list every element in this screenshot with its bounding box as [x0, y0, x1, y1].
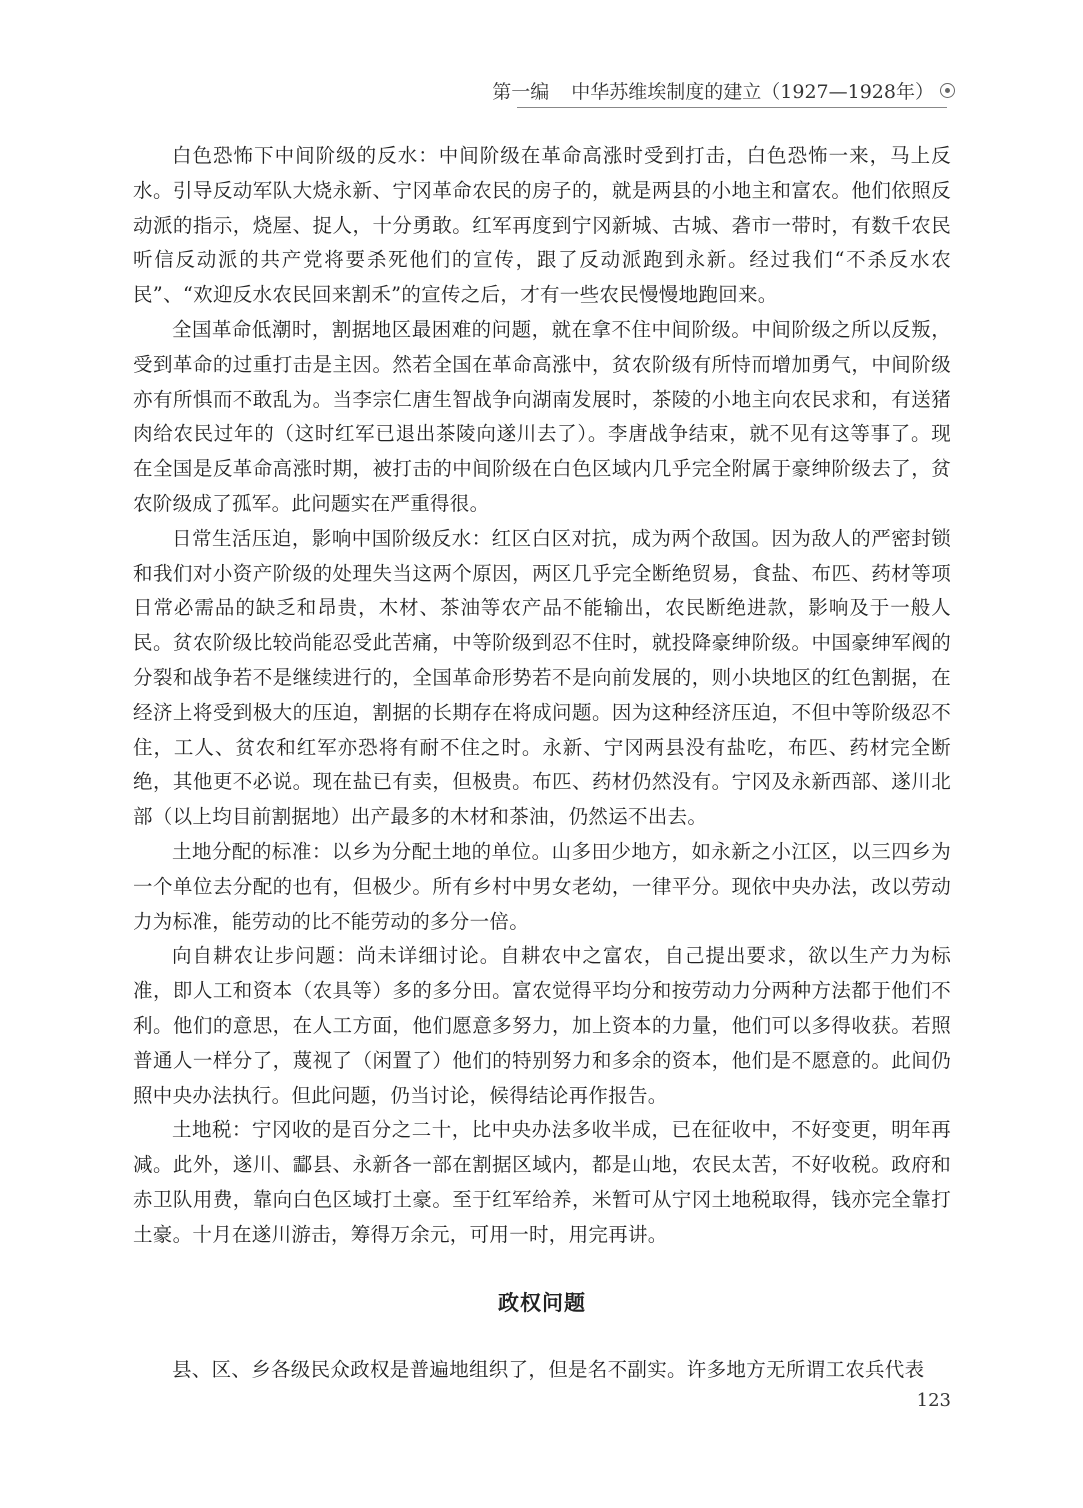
paragraph-middle-class-defection: 白色恐怖下中间阶级的反水：中间阶级在革命高涨时受到打击，白色恐怖一来，马上反水。引导反动军队大烧永新、宁冈革命农民的房子的，就是两县的小地主和富农。他们依照反动派的指示，烧屋、捉人，十分勇敢。红军再度到宁冈新城、古城、砻市一带时，有数千农民听信反动派的共产党将要杀死他们的宣传，跟了反动派跑到永新。经过我们“不杀反水农民”、“欢迎反水农民回来割禾”的宣传之后，才有一些农民慢慢地跑回来。 [133, 144, 951, 307]
paragraph-land-tax: 土地税：宁冈收的是百分之二十，比中央办法多收半成，已在征收中，不好变更，明年再减。此外，遂川、酃县、永新各一部在割据区域内，都是山地，农民太苦，不好收税。政府和赤卫队用费，靠向白色区域打土豪。至于红军给养，米暂可从宁冈土地税取得，钱亦完全靠打土豪。十月在遂川游击，筹得万余元，可用一时，用完再讲。 [133, 1118, 951, 1246]
running-header [492, 74, 955, 106]
paragraph-land-distribution: 土地分配的标准：以乡为分配土地的单位。山多田少地方，如永新之小江区，以三四乡为一个单位去分配的也有，但极少。所有乡村中男女老幼，一律平分。现依中央办法，改以劳动力为标准，能劳动的比不能劳动的多分一倍。 [133, 839, 951, 933]
body-text [133, 139, 951, 1387]
header-title: 中华苏维埃制度的建立（1927—1928年） [571, 80, 934, 103]
page-number: 123 [916, 1390, 951, 1411]
paragraph-daily-life-oppression: 日常生活压迫，影响中国阶级反水：红区白区对抗，成为两个敌国。因为敌人的严密封锁和我们对小资产阶级的处理失当这两个原因，两区几乎完全断绝贸易，食盐、布匹、药材等项日常必需品的缺乏和昂贵，木材、茶油等农产品不能输出，农民断绝进款，影响及于一般人民。贫农阶级比较尚能忍受此苦痛，中等阶级到忍不住时，就投降豪绅阶级。中国豪绅军阀的分裂和战争若不是继续进行的，全国革命形势若不是向前发展的，则小块地区的红色割据，在经济上将受到极大的压迫，割据的长期存在将成问题。因为这种经济压迫，不但中等阶级忍不住，工人、贫农和红军亦恐将有耐不住之时。永新、宁冈两县没有盐吃，布匹、药材完全断绝，其他更不必说。现在盐已有卖，但极贵。布匹、药材仍然没有。宁冈及永新西部、遂川北部（以上均目前割据地）出产最多的木材和茶油，仍然运不出去。 [133, 526, 951, 829]
header-rule [517, 107, 947, 108]
header-part: 第一编 [492, 80, 550, 103]
paragraph-political-power: 县、区、乡各级民众政权是普遍地组织了，但是名不副实。许多地方无所谓工农兵代表 [172, 1357, 925, 1381]
header-bullet-icon [940, 83, 955, 98]
paragraph-revolution-low-tide: 全国革命低潮时，割据地区最困难的问题，就在拿不住中间阶级。中间阶级之所以反叛，受到革命的过重打击是主因。然若全国在革命高涨中，贫农阶级有所恃而增加勇气，中间阶级亦有所惧而不敢乱为。当李宗仁唐生智战争向湖南发展时，茶陵的小地主向农民求和，有送猪肉给农民过年的（这时红军已退出茶陵向遂川去了）。李唐战争结束，就不见有这等事了。现在全国是反革命高涨时期，被打击的中间阶级在白色区域内几乎完全附属于豪绅阶级去了，贫农阶级成了孤军。此问题实在严重得很。 [133, 317, 951, 515]
paragraph-owner-peasant-concession: 向自耕农让步问题：尚未详细讨论。自耕农中之富农，自己提出要求，欲以生产力为标准，即人工和资本（农具等）多的多分田。富农觉得平均分和按劳动力分两种方法都于他们不利。他们的意思，在人工方面，他们愿意多努力，加上资本的力量，他们可以多得收获。若照普通人一样分了，蔑视了（闲置了）他们的特别努力和多余的资本，他们是不愿意的。此间仍照中央办法执行。但此问题，仍当讨论，候得结论再作报告。 [133, 944, 951, 1107]
section-title: 政权问题 [498, 1290, 586, 1315]
